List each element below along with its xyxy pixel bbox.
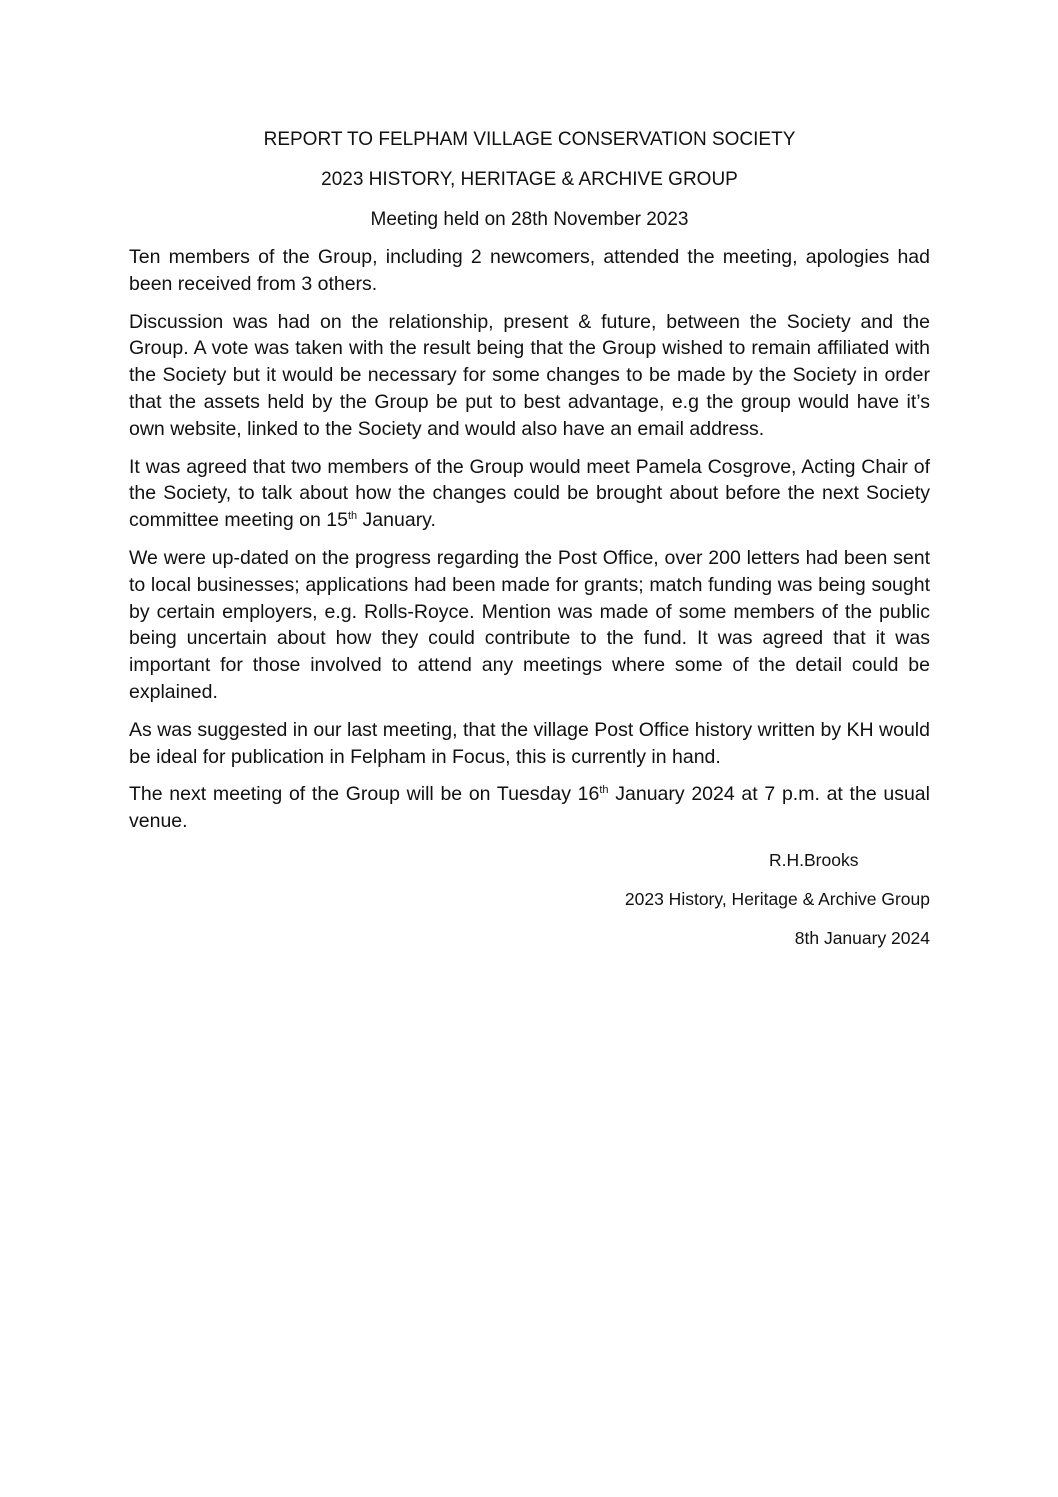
signoff-date: 8th January 2024 [794, 927, 930, 948]
paragraph-publication: As was suggested in our last meeting, that the village Post Office history written by KH would be ideal for publication in Felpham in Focus, this is currently in hand. [129, 718, 930, 768]
paragraph-post-office-progress: We were up-dated on the progress regarding the Post Office, over 200 letters had been sent to local businesses; applications had been made for grants; match funding was being sought by certain employers, e.g. Rolls-Royce. Mention was made of some members of the public being uncertain about how they could contribute to the fund. It was agreed that it was important for those involved to attend any meetings where some of the detail could be explained. [129, 546, 930, 703]
signoff-group: 2023 History, Heritage & Archive Group [624, 888, 930, 909]
paragraph-attendance: Ten members of the Group, including 2 newcomers, attended the meeting, apologies had been received from 3 others. [129, 246, 930, 295]
report-content [129, 128, 930, 966]
paragraph-agreement-text: It was agreed that two members of the Group would meet Pamela Cosgrove, Acting Chair of the Society, to talk about how the changes could be brought about before the next Society committee meeting on 15 [129, 455, 930, 532]
report-title: REPORT TO FELPHAM VILLAGE CONSERVATION SOCIETY [263, 129, 796, 150]
paragraph-agreement-end: January. [357, 509, 436, 532]
ordinal-suffix: th [599, 784, 609, 797]
signoff-block [129, 849, 930, 949]
paragraph-next-meeting-end: January 2024 at 7 p.m. at the usual venue. [129, 783, 930, 833]
paragraph-agreement [129, 454, 930, 534]
meeting-date: Meeting held on 28th November 2023 [370, 209, 689, 230]
paragraph-next-meeting [129, 781, 930, 835]
group-title: 2023 HISTORY, HERITAGE & ARCHIVE GROUP [321, 169, 738, 190]
paragraph-next-meeting-text: The next meeting of the Group will be on Tuesday 16 [129, 783, 600, 806]
signoff-name: R.H.Brooks [769, 849, 859, 870]
paragraph-discussion: Discussion was had on the relationship, present & future, between the Society and the Group. A vote was taken with the result being that the Group wished to remain affiliated with the Society but it would be necessary for some changes to be made by the Society in order that the assets held by the Group be put to best advantage, e.g the group would have it’s own website, linked to the Society and would also have an email address. [129, 310, 930, 440]
ordinal-suffix: th [347, 510, 358, 523]
